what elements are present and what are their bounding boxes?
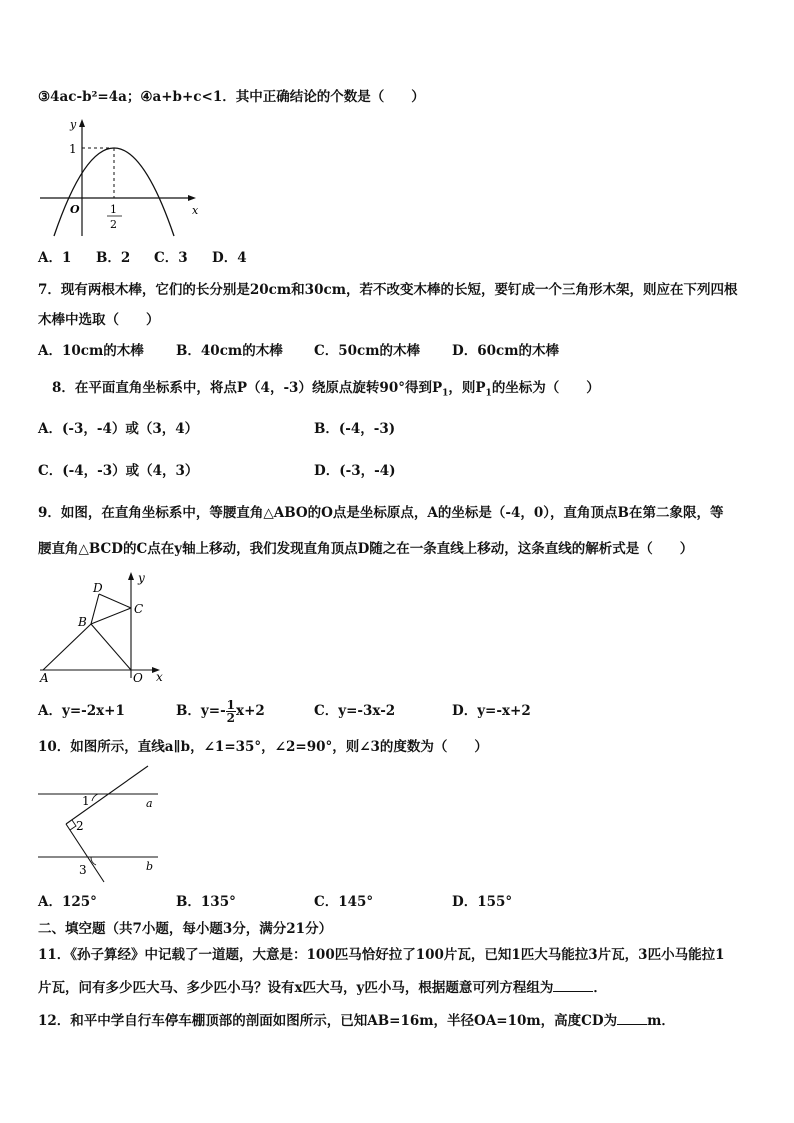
q10-stem: 10．如图所示，直线a∥b，∠1=35°，∠2=90°，则∠3的度数为（ ） [38, 739, 488, 755]
q9-option-a[interactable]: A．y=-2x+1 [38, 703, 125, 719]
circled-4: ④ [140, 89, 153, 105]
q7-stem-line2: 木棒中选取（ ） [38, 312, 160, 328]
q6-option-d[interactable]: D．4 [212, 250, 247, 266]
q6-conditions: ③4ac-b²=4a；④a+b+c<1．其中正确结论的个数是（ ） [38, 89, 425, 105]
parabola-figure [36, 116, 206, 240]
q9-stem-line2: 腰直角△BCD的C点在y轴上移动，我们发现直角顶点D随之在一条直线上移动，这条直线的解析式是（ ） [38, 541, 694, 557]
q11-answer-blank[interactable] [553, 977, 593, 992]
q10-option-b[interactable]: B．135° [176, 894, 236, 910]
q6-option-b[interactable]: B．2 [96, 250, 131, 266]
q7-stem-line1: 7．现有两根木棒，它们的长分别是20cm和30cm，若不改变木棒的长短，要钉成一个三角形木架，则应在下列四根 [38, 282, 738, 298]
q8-option-d[interactable]: D．(-3，-4) [314, 463, 396, 479]
fig9-o-label: O [133, 671, 143, 685]
fraction-one-half: $\frac{1}{2}$ [226, 698, 236, 725]
fig9-a-label: A [40, 671, 49, 685]
section-fill-blank-heading: 二、填空题（共7小题，每小题3分，满分21分） [38, 921, 333, 937]
q6-option-c[interactable]: C．3 [154, 250, 188, 266]
q10-option-a[interactable]: A．125° [38, 894, 97, 910]
q8-stem: 8．在平面直角坐标系中，将点P（4，-3）绕原点旋转90°得到$P_1$，则$P_1$的坐标为（ ） [52, 380, 600, 399]
q12-answer-blank[interactable] [617, 1010, 647, 1025]
q9-stem-line1: 9．如图，在直角坐标系中，等腰直角△ABO的O点是坐标原点，A的坐标是（-4，0），直角顶点B在第二象限，等 [38, 505, 724, 521]
q9-option-b[interactable]: B．y=- $\frac{1}{2}$ x+2 [176, 698, 265, 725]
y-axis-label: y [70, 118, 77, 131]
triangle-coordinate-figure [36, 568, 168, 686]
parallel-lines-figure [36, 764, 166, 886]
q6-option-a[interactable]: A．1 [38, 250, 72, 266]
q10-option-d[interactable]: D．155° [452, 894, 513, 910]
x-axis-label: x [192, 204, 199, 217]
svg-text:1: 1 [110, 203, 117, 216]
angle-1-label: 1 [82, 794, 90, 808]
q11-stem-line1: 11．《孙子算经》中记载了一道题，大意是：100匹马恰好拉了100片瓦，已知1匹大马能拉3片瓦，3匹小马能拉1 [38, 947, 725, 963]
fig9-c-label: C [134, 602, 144, 616]
q8-option-b[interactable]: B．(-4，-3) [314, 421, 396, 437]
fig9-x-label: x [156, 670, 163, 684]
q11-stem-line2: 片瓦，问有多少匹大马、多少匹小马？设有x匹大马，y匹小马，根据题意可列方程组为 ． [38, 977, 607, 997]
q7-option-d[interactable]: D．60cm的木棒 [452, 343, 559, 359]
svg-text:2: 2 [110, 218, 117, 231]
q12-stem: 12．和平中学自行车停车棚顶部的剖面如图所示，已知AB=16m，半径OA=10m，高度CD为 m． [38, 1010, 675, 1030]
q9-option-c[interactable]: C．y=-3x-2 [314, 703, 396, 719]
q10-option-c[interactable]: C．145° [314, 894, 374, 910]
angle-2-label: 2 [76, 819, 84, 833]
origin-label: O [70, 203, 80, 216]
q8-option-a[interactable]: A．(-3，-4）或（3，4） [38, 421, 199, 437]
fig9-d-label: D [93, 581, 103, 595]
q7-option-a[interactable]: A．10cm的木棒 [38, 343, 144, 359]
fig9-y-label: y [138, 571, 145, 585]
q7-option-b[interactable]: B．40cm的木棒 [176, 343, 283, 359]
line-b-label: b [146, 860, 154, 873]
q8-option-c[interactable]: C．(-4，-3）或（4，3） [38, 463, 199, 479]
q7-option-c[interactable]: C．50cm的木棒 [314, 343, 421, 359]
q9-option-d[interactable]: D．y=-x+2 [452, 703, 531, 719]
y-one-label: 1 [69, 142, 77, 156]
line-a-label: a [146, 797, 153, 810]
circled-3: ③ [38, 89, 51, 105]
angle-3-label: 3 [79, 863, 87, 877]
fig9-b-label: B [78, 615, 87, 629]
